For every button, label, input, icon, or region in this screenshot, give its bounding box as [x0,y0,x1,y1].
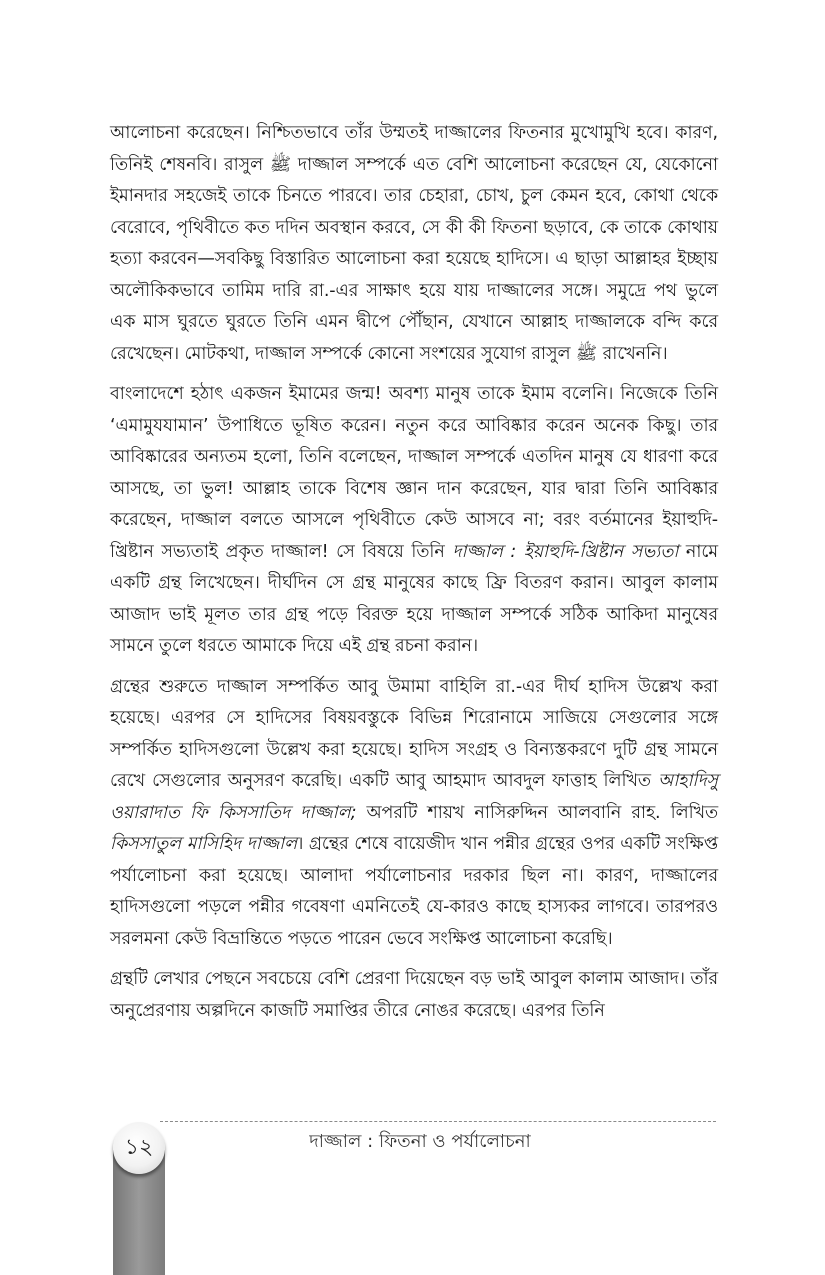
paragraph-2-text-b: নামে একটি গ্রন্থ লিখেছেন। দীর্ঘদিন সে গ্রন্থ মানুষের কাছে ফ্রি বিতরণ করান। আবুল কালাম আজাদ ভাই মূলত তার গ্রন্থ পড়ে বিরক্ত হয়ে দাজ্জাল সম্পর্কে সঠিক আকিদা মানুষের সামনে তুলে ধরতে আমাকে দিয়ে এই গ্রন্থ রচনা করান। [110,541,718,656]
paragraph-3-text-a: গ্রন্থের শুরুতে দাজ্জাল সম্পর্কিত আবু উমামা বাহিলি রা.-এর দীর্ঘ হাদিস উল্লেখ করা হয়েছে। এরপর সে হাদিসের বিষয়বস্তুকে বিভিন্ন শিরোনামে সাজিয়ে সেগুলোর সঙ্গে সম্পর্কিত হাদিসগুলো উল্লেখ করা হয়েছে। হাদিস সংগ্রহ ও বিন্যস্তকরণে দুটি গ্রন্থ সামনে রেখে সেগুলোর অনুসরণ করেছি। একটি আবু আহমাদ আবদুল ফাত্তাহ লিখিত [110,676,718,791]
book-title-ahadith: আহাদিসু ওয়ারাদাত ফি কিসসাতিদ দাজ্জাল; [110,771,718,823]
footer-divider [160,1121,716,1122]
page-number: ১২ [124,1135,154,1160]
paragraph-4-text: গ্রন্থটি লেখার পেছনে সবচেয়ে বেশি প্রেরণা দিয়েছেন বড় ভাই আবুল কালাম আজাদ। তাঁর অনুপ্রেরণায় অল্পদিনে কাজটি সমাপ্তির তীরে নোঙর করেছে। এরপর তিনি [110,969,718,1021]
paragraph-1 [110,118,718,370]
book-title-qissat-masih: কিসসাতুল মাসিহিদ দাজ্জাল [110,834,298,854]
paragraph-3-text-b: অপরটি শায়খ নাসিরুদ্দিন আলবানি রাহ. লিখিত [356,802,718,823]
book-title-dajjal-civilization: দাজ্জাল : ইয়াহুদি-খ্রিষ্টান সভ্যতা [452,541,679,562]
paragraph-4 [110,964,718,1027]
page-body [110,118,718,1036]
paragraph-3 [110,672,718,956]
running-title: দাজ্জাল : ফিতনা ও পর্যালোচনা [309,1131,531,1152]
paragraph-2-text-a: বাংলাদেশে হঠাৎ একজন ইমামের জন্ম! অবশ্য মানুষ তাকে ইমাম বলেনি। নিজেকে তিনি ‘এমামুযযামান’ উপাধিতে ভূষিত করেন। নতুন করে আবিষ্কার করেন অনেক কিছু। তার আবিষ্কারের অন্যতম হলো, তিনি বলেছেন, দাজ্জাল সম্পর্কে এতদিন মানুষ যে ধারণা করে আসছে, তা ভুল! আল্লাহ তাকে বিশেষ জ্ঞান দান করেছেন, যার দ্বারা তিনি আবিষ্কার করেছেন, দাজ্জাল বলতে আসলে পৃথিবীতে কেউ আসবে না; বরং বর্তমানের ইয়াহুদি-খ্রিষ্টান সভ্যতাই প্রকৃত দাজ্জাল! সে বিষয়ে তিনি [110,384,718,562]
paragraph-3-text-c: । গ্রন্থের শেষে বায়েজীদ খান পন্নীর গ্রন্থের ওপর একটি সংক্ষিপ্ত পর্যালোচনা করা হয়েছে। আলাদা পর্যালোচনার দরকার ছিল না। কারণ, দাজ্জালের হাদিসগুলো পড়লে পন্নীর গবেষণা এমনিতেই যে-কারও কাছে হাস্যকর লাগবে। তারপরও সরলমনা কেউ বিভ্রান্তিতে পড়তে পারেন ভেবে সংক্ষিপ্ত আলোচনা করেছি। [110,834,718,949]
paragraph-2 [110,379,718,663]
paragraph-1-text: আলোচনা করেছেন। নিশ্চিতভাবে তাঁর উম্মতই দাজ্জালের ফিতনার মুখোমুখি হবে। কারণ, তিনিই শেষনবি। রাসুল ﷺ দাজ্জাল সম্পর্কে এত বেশি আলোচনা করেছেন যে, যেকোনো ইমানদার সহজেই তাকে চিনতে পারবে। তার চেহারা, চোখ, চুল কেমন হবে, কোথা থেকে বেরোবে, পৃথিবীতে কত দদিন অবস্থান করবে, সে কী কী ফিতনা ছড়াবে, কে তাকে কোথায় হত্যা করবেন—সবকিছু বিস্তারিত আলোচনা করা হয়েছে হাদিসে। এ ছাড়া আল্লাহর ইচ্ছায় অলৌকিকভাবে তামিম দারি রা.-এর সাক্ষাৎ হয়ে যায় দাজ্জালের সঙ্গে। সমুদ্রে পথ ভুলে এক মাস ঘুরতে ঘুরতে তিনি এমন দ্বীপে পৌঁছান, যেখানে আল্লাহ দাজ্জালকে বন্দি করে রেখেছেন। মোটকথা, দাজ্জাল সম্পর্কে কোনো সংশয়ের সুযোগ রাসুল ﷺ রাখেননি। [110,123,718,364]
